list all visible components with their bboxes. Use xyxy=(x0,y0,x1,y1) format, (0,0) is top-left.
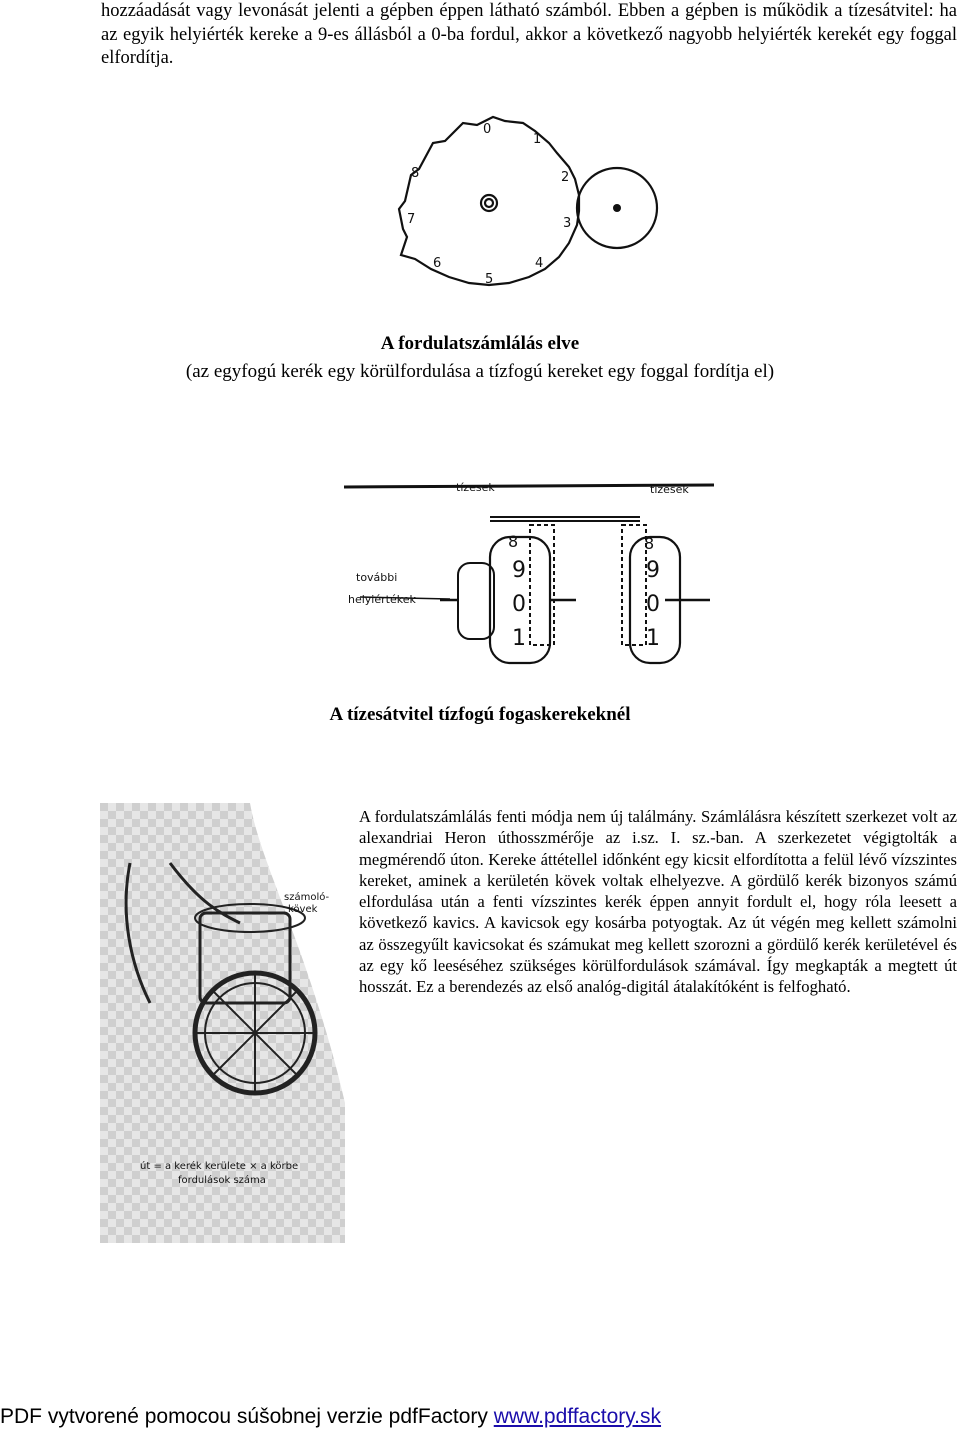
digit-8: 8 xyxy=(411,166,420,181)
digit-0: 0 xyxy=(483,122,492,137)
left-wheel-digit-9: 9 xyxy=(512,558,526,583)
label-further: további xyxy=(356,571,398,584)
digit-3: 3 xyxy=(563,216,572,231)
pdf-footer xyxy=(0,1405,960,1429)
label-formula-2: fordulások száma xyxy=(178,1175,266,1186)
right-wheel-digit-9: 9 xyxy=(646,558,660,583)
label-place-values: helyiértékek xyxy=(348,593,416,606)
footer-link[interactable]: www.pdffactory.sk xyxy=(493,1405,662,1428)
label-formula-1: út = a kerék kerülete × a körbe xyxy=(140,1161,299,1172)
label-tens-left: tízesek xyxy=(456,481,495,494)
body-paragraph: A fordulatszámlálás fenti módja nem új találmány. Számlálásra készített szerkezet volt az alexandriai Heron úthosszmérője az i.sz. I. sz.-ban. A szerkezetet végigtolták a megmérendő úton. Kereke áttétellel időnként egy kicsit elfordította a felül lévő vízszintes kereket, aminek a kerületén kövek voltak elhelyezve. A gördülő kerék bizonyos számú elfordulása után a fenti vízszintes kerék éppen annyit fordult el, hogy róla leesett a következő kavics. A kavicsok egy kosárba potyogtak. Az út végén meg kellett számolni az összegyűlt kavicsokat és számukat meg kellett szorozni a gördülő kerék kerületével és az egy kő leeséséhez szükséges körülfordulások számával. Így megkapták a megtett út hosszát. Ez a berendezés az első analóg-digitál átalakítóként is felfogható. xyxy=(359,807,957,997)
figure-carry-mechanism xyxy=(340,465,720,675)
digit-4: 4 xyxy=(535,256,544,271)
digit-1: 1 xyxy=(533,132,542,147)
digit-6: 6 xyxy=(433,256,442,271)
figure1-caption-title: A fordulatszámlálás elve xyxy=(380,333,580,354)
right-wheel-digit-8: 8 xyxy=(644,534,655,553)
label-counting-stones-2: kövek xyxy=(288,904,318,915)
label-tens-right: tízesek xyxy=(650,483,689,496)
right-wheel-digit-0: 0 xyxy=(646,592,660,617)
digit-5: 5 xyxy=(485,272,494,287)
label-counting-stones-1: számoló- xyxy=(284,892,330,903)
label-counting-stones xyxy=(284,891,332,915)
digit-7: 7 xyxy=(407,212,416,227)
right-wheel-digit-1: 1 xyxy=(646,626,660,651)
left-wheel-digit-1: 1 xyxy=(512,626,526,651)
left-wheel-digit-8: 8 xyxy=(508,532,519,551)
figure-counting-principle xyxy=(385,105,670,300)
footer-text: PDF vytvorené pomocou súšobnej verzie pdfFactory xyxy=(0,1405,494,1428)
figure-heron-odometer xyxy=(100,803,345,1243)
figure2-caption: A tízesátvitel tízfogú fogaskerekeknél xyxy=(329,704,631,725)
intro-paragraph: hozzáadását vagy levonását jelenti a gépben éppen látható számból. Ebben a gépben is működik a tízesátvitel: ha az egyik helyiérték kereke a 9-es állásból a 0-ba fordul, akkor a következő nagyobb helyiérték kerekét egy foggal elfordítja. xyxy=(101,1,957,68)
figure1-caption-sub: (az egyfogú kerék egy körülfordulása a tízfogú kereket egy foggal fordítja el) xyxy=(185,361,775,382)
left-wheel-digit-0: 0 xyxy=(512,592,526,617)
digit-2: 2 xyxy=(561,170,570,185)
